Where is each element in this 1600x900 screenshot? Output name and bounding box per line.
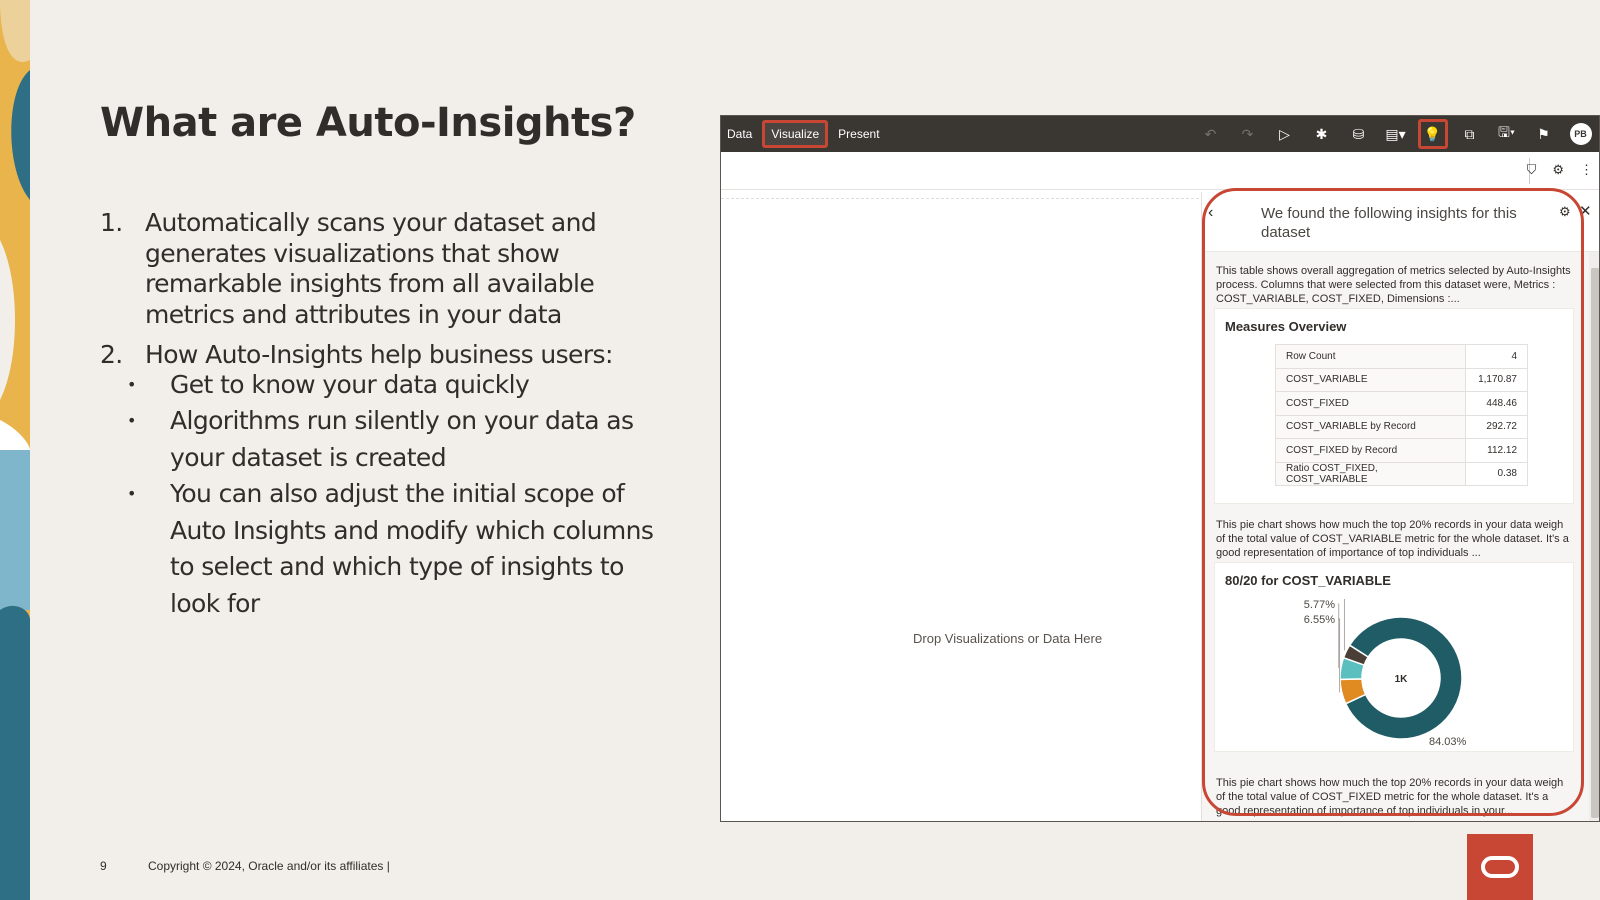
card-title: Measures Overview <box>1225 319 1347 334</box>
sub-bullet-text: You can also adjust the initial scope of Auto Insights and modify which columns to select and which type of insights to look for <box>170 479 654 618</box>
measure-value: 112.12 <box>1466 439 1528 463</box>
save-dropdown-icon[interactable]: 🖫▾ <box>1497 124 1516 140</box>
item-number: 2. <box>100 340 123 369</box>
top-toolbar <box>721 116 1599 152</box>
measure-label: Row Count <box>1276 345 1466 369</box>
measure-value: 0.38 <box>1466 462 1528 486</box>
panel-title: We found the following insights for this dataset <box>1261 205 1517 241</box>
play-icon[interactable]: ▷ <box>1279 125 1290 142</box>
measure-value: 448.46 <box>1466 392 1528 416</box>
measure-label: COST_VARIABLE <box>1276 368 1466 392</box>
measure-label: COST_VARIABLE by Record <box>1276 415 1466 439</box>
auto-insights-panel <box>1201 192 1600 822</box>
insight-description: This pie chart shows how much the top 20% records in your data weigh of the total value of COST_FIXED metric for the whole dataset. It's a good representation of importance of top individuals in your... <box>1216 777 1564 817</box>
more-options-icon[interactable]: ⋮ <box>1580 162 1593 177</box>
sub-toolbar-icons <box>1527 162 1593 178</box>
slide-title: What are Auto-Insights? <box>100 100 636 146</box>
bullet-glyph: • <box>127 374 136 394</box>
divider <box>721 198 1199 199</box>
redo-icon[interactable]: ↷ <box>1241 125 1254 142</box>
data-refresh-icon[interactable]: ⛁ <box>1352 125 1365 142</box>
export-icon[interactable]: ⧉ <box>1464 125 1475 142</box>
pie-chart-card[interactable] <box>1214 562 1574 752</box>
slice-label: 84.03% <box>1429 736 1467 748</box>
avatar-button[interactable] <box>1562 116 1599 152</box>
chevron-left-icon[interactable]: ‹ <box>1208 204 1214 221</box>
measure-value: 1,170.87 <box>1466 368 1528 392</box>
measure-label: Ratio COST_FIXED, COST_VARIABLE <box>1276 462 1466 486</box>
table-row <box>1276 462 1528 486</box>
leader-line <box>1338 604 1339 668</box>
undo-icon[interactable]: ↶ <box>1204 125 1217 142</box>
toolbar-tools <box>1192 116 1599 152</box>
avatar: PB <box>1570 123 1592 145</box>
tab-visualize[interactable]: Visualize <box>762 120 828 148</box>
chart-title: 80/20 for COST_VARIABLE <box>1225 573 1391 588</box>
table-row <box>1276 345 1528 369</box>
sub-bullet <box>125 403 680 476</box>
visualization-canvas[interactable] <box>721 192 1201 822</box>
configure-icon[interactable]: ⚙ <box>1559 204 1571 219</box>
measure-label: COST_FIXED <box>1276 392 1466 416</box>
slice-label: 5.77% <box>1303 599 1335 611</box>
filter-icon[interactable]: ⛉ <box>1526 162 1537 177</box>
item-text: How Auto-Insights help business users: <box>145 340 613 369</box>
sub-toolbar <box>721 152 1599 190</box>
page-number: 9 <box>100 859 107 873</box>
item-text: Automatically scans your dataset and generates visualizations that show remarkable insights from all available metrics and attributes in your data <box>145 208 597 329</box>
tab-present[interactable]: Present <box>838 127 880 141</box>
sub-bullet-text: Algorithms run silently on your data as your dataset is created <box>170 406 634 472</box>
sub-bullet <box>125 367 680 404</box>
measures-table <box>1275 344 1528 486</box>
footer <box>100 859 390 873</box>
insight-description: This pie chart shows how much the top 20% records in your data weigh of the total value of COST_VARIABLE metric for the whole dataset. It's a good representation of importance of top individuals ... <box>1216 519 1569 559</box>
table-row <box>1276 439 1528 463</box>
measure-value: 4 <box>1466 345 1528 369</box>
donut-center-label: 1K <box>1394 674 1408 685</box>
bullet-list <box>100 208 680 622</box>
table-row <box>1276 415 1528 439</box>
item-number: 1. <box>100 208 123 237</box>
sub-bullet <box>125 476 680 622</box>
table-row <box>1276 368 1528 392</box>
slice-label: 6.55% <box>1303 614 1335 626</box>
panel-scrollbar[interactable] <box>1589 252 1600 822</box>
numbered-item-1 <box>100 208 680 330</box>
close-icon[interactable]: ✕ <box>1579 203 1592 220</box>
settings-icon[interactable]: ⚙ <box>1552 162 1564 177</box>
notes-dropdown-icon[interactable]: ▤▾ <box>1385 125 1406 142</box>
bookmark-icon[interactable]: ⚑ <box>1537 125 1550 142</box>
table-row <box>1276 392 1528 416</box>
measures-card[interactable] <box>1214 308 1574 504</box>
oracle-logo <box>1467 834 1533 900</box>
app-window <box>720 115 1600 822</box>
sub-bullet-text: Get to know your data quickly <box>170 369 530 399</box>
oracle-ring-icon <box>1481 856 1519 878</box>
bullet-glyph: • <box>127 484 136 503</box>
tools-icon[interactable]: ✱ <box>1315 125 1328 142</box>
lightbulb-icon: 💡 <box>1418 119 1448 149</box>
measure-label: COST_FIXED by Record <box>1276 439 1466 463</box>
donut-chart <box>1215 599 1575 753</box>
tab-data[interactable]: Data <box>727 127 753 141</box>
scrollbar-thumb[interactable] <box>1591 268 1599 818</box>
bullet-glyph: • <box>127 411 136 430</box>
panel-header <box>1202 192 1600 252</box>
measure-value: 292.72 <box>1466 415 1528 439</box>
sub-bullet-list <box>125 367 680 623</box>
insight-description: This table shows overall aggregation of metrics selected by Auto-Insights process. Columns that were selected from this dataset were, Metrics : COST_VARIABLE, COST_FIXED, Dimensions :... <box>1216 265 1571 305</box>
copyright-text: Copyright © 2024, Oracle and/or its affiliates | <box>148 859 390 873</box>
drop-zone-text: Drop Visualizations or Data Here <box>913 631 1103 646</box>
decorative-strip <box>0 0 30 900</box>
auto-insights-button[interactable] <box>1414 116 1451 152</box>
